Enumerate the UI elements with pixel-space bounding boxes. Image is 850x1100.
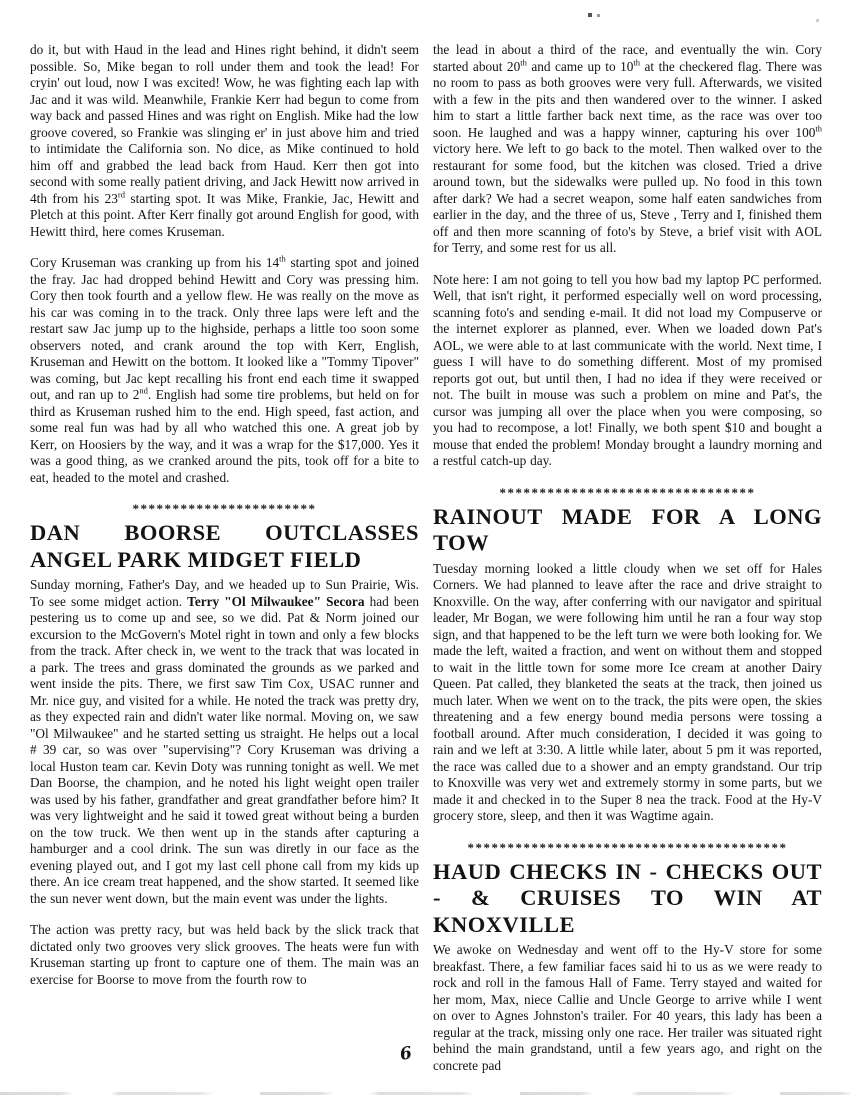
paragraph <box>30 42 419 240</box>
superscript-text: th <box>815 123 822 134</box>
paragraph <box>433 42 822 257</box>
scan-edge-artifact <box>0 1092 850 1095</box>
scan-speck <box>597 14 600 17</box>
page-number: 6 <box>398 1043 414 1065</box>
section-heading: RAINOUT MADE FOR A LONG TOW <box>433 503 822 555</box>
scan-speck <box>588 13 592 17</box>
body-text: Cory Kruseman was cranking up from his 14 <box>30 255 280 270</box>
body-text: starting spot and joined the fray. Jac had dropped behind Hewitt and Cory was pressing him. Cory then took fourth and a yellow flew. He was really on the move as his car was coming in to the track. Only three laps were left and the restart saw Jac jump up to the highside, perhaps a little too soon some observers noted, and crank around the top with Kerr, English, Kruseman and Hewitt on the bottom. It looked like a "Tommy Tipover" was coming, but Jac kept recalling his front end each time it swapped out, and ran up to 2 <box>30 255 420 402</box>
superscript-text: th <box>633 57 641 68</box>
scan-speck <box>816 19 819 22</box>
body-text: do it, but with Haud in the lead and Hines right behind, it didn't seem possible. So, Mike began to roll under them and took the lead! For cryin' out loud, now I was excited! Wow, he was fighting each lap with Jac and it was wild. Meanwhile, Frankie Kerr had begun to come from way back and passed Hines and was right on English. Mike had the low groove covered, so Frankie was slinging er' in just above him and tried to intimidate the California son. No dice, as Mike continued to hold him off and grabbed the lead back from Haud. Kerr then got into second with some really patient driving, and Jack Hewitt now arrived in 4th from his 23 <box>30 42 419 206</box>
paragraph <box>30 922 419 988</box>
paragraph <box>30 577 419 907</box>
bold-text: Terry "Ol Milwaukee" Secora <box>187 593 365 609</box>
left-column <box>30 42 419 1089</box>
paragraph <box>433 561 822 825</box>
paragraph <box>433 272 822 470</box>
body-text: the lead in about a third of the race, and eventually the win. Cory started about 20 <box>433 42 822 74</box>
superscript-text: th <box>520 57 527 68</box>
superscript-text: rd <box>117 189 126 200</box>
asterisk-separator: **************************************** <box>467 839 788 855</box>
body-text: had been pestering us to come up and see, so we did. Pat & Norm joined our excursion to the McGovern's Motel right in town and only a few blocks from the track. After check in, we went to the track that was located in a park. The trees and grass dominated the grounds as we parked and went inside the pits. There, we first saw Tim Cox, USAC runner and Mr. nice guy, and visited for a while. He noted the track was pretty dry, as they expected rain and didn't water like normal. Moving on, we saw "Ol Milwaukee" and he started setting us straight. He helps out a local # 39 car, so was over "supervising"? Cory Kruseman was driving a local Huston team car. Kevin Doty was running tonight as well. We met Dan Boorse, the champion, and he noted his light weight open trailer was used by his father, grandfather and great grandfather before him? It was very lightweight and he said it towed great without being a burden on the tow truck. We then went up in the stands after capturing a hamburger and a cool drink. The sun was diretly in our face as the evening played out, and I got my last cell phone call from my kids up there. An ice cream treat happened, and the show started. It seemed like the sun never went down, but the main event was under the lights. <box>30 593 419 906</box>
body-text: Note here: I am not going to tell you how bad my laptop PC performed. Well, that isn't right, it performed especially well on word processing, scanning foto's and sending e-mail. It did not load my Compuserve or the internet explorer as planned, ever. When we loaded down Pat's AOL, we were able to at last communicate with the world. Next time, I guess I will have to do something different. Most of my promised reports got out, but until then, I had no idea if they were received or not. The built in mouse was such a problem on mine and Pat's, the cursor was jumping all over the place when you were composing, so you had to recompose, a lot! Finally, we both spent $10 and bought a mouse that ended the problem! Monday brought a laundry morning and a restful catch-up day. <box>433 271 822 468</box>
paragraph <box>30 255 419 486</box>
section-heading: DAN BOORSE OUTCLASSES ANGEL PARK MIDGET FIELD <box>30 520 419 572</box>
body-text: Tuesday morning looked a little cloudy when we set off for Hales Corners. We had planned to leave after the race and drive straight to Knoxville. On the way, after conferring with our navigator and spiritual leader, Mr Bogan, we were following him until he ran a four way stop sign, and that happened to be the left turn we were both looking for. We made the left, waited a fraction, and went on without them and stopped to wait in the little town for some more Ice cream at another Dairy Queen. Pat called, they blanketed the seats at the track, then joined us much later. When we went on to the track, the pits were open, the skies threatening and a few energy bound media persons were tossing a football around. After much consideration, I decided it was going to rain and we left at 3:30. A little while later, about 5 pm it was reported, the race was called due to a shower and an empty grandstand. Our trip to Knoxville was very wet and extremely stormy in some parts, but we made it and checked in to the Super 8 nea the track. Food at the Hy-V grocery store, sleep, and then it was Wagtime again. <box>433 560 822 823</box>
right-column <box>433 42 822 1089</box>
asterisk-separator: ******************************** <box>499 484 756 500</box>
body-text: and came up to 10 <box>526 58 634 74</box>
superscript-text: nd <box>139 385 148 396</box>
paragraph <box>433 942 822 1074</box>
asterisk-separator: *********************** <box>132 501 317 516</box>
body-text: victory here. We left to go back to the motel. Then walked over to the restaurant for some food, but the kitchen was closed. Tried a drive around town, but the sidewalks were pulled up. No food in this town after dark? We had a secret weapon, some half eaten sandwiches from earlier in the day, and the three of us, Steve , Terry and I, finished them off and then more scanning of foto's by Steve, a brief visit with AOL for Terry, and some rest for us all. <box>433 141 822 255</box>
body-text: starting spot. It was Mike, Frankie, Jac, Hewitt and Pletch at this point. After Kerr finally got around English for good, with Hewitt third, here comes Kruseman. <box>30 190 419 239</box>
body-text: at the checkered flag. There was no room to pass as both grooves were very full. Afterwards, we visited with a few in the pits and then wandered over to the winner. I asked him to start a little farther back next time, as the race was over too soon. He laughed and was a happy winner, capturing his over 100 <box>433 58 823 140</box>
superscript-text: th <box>279 253 286 264</box>
section-heading: HAUD CHECKS IN - CHECKS OUT - & CRUISES TO WIN AT KNOXVILLE <box>433 858 822 937</box>
body-text: . English had some tire problems, but held on for third as Kruseman rushed him to the end. High speed, fast action, and some real fun was had by all who watched this one. A great job by Kerr, on Hoosiers by the way, and it was a wrap for the $17,000. Yes it was a good thing, as we cranked around the pits, took off for a bite to eat, headed to the motel and crashed. <box>30 387 420 485</box>
two-column-layout <box>30 42 822 1089</box>
body-text: The action was pretty racy, but was held back by the slick track that dictated only two grooves very slick grooves. The heats were fun with Kruseman starting up front to capture one of them. The main was an exercise for Boorse to move from the fourth row to <box>30 922 419 987</box>
body-text: We awoke on Wednesday and went off to the Hy-V store for some breakfast. There, a few familiar faces said hi to us as we were ready to rock and roll in the famous Hall of Fame. Terry stayed and waited for her mom, Max, niece Callie and Uncle George to arrive while I went on over to Agnes Johnston's trailer. For 40 years, this lady has been a regular at the track, missing only one race. Her trailer was situated right behind the main grandstand, until a few years ago, and right on the concrete pad <box>433 942 822 1073</box>
body-text: Sunday morning, Father's Day, and we headed up to Sun Prairie, Wis. To see some midget action. <box>30 577 419 609</box>
